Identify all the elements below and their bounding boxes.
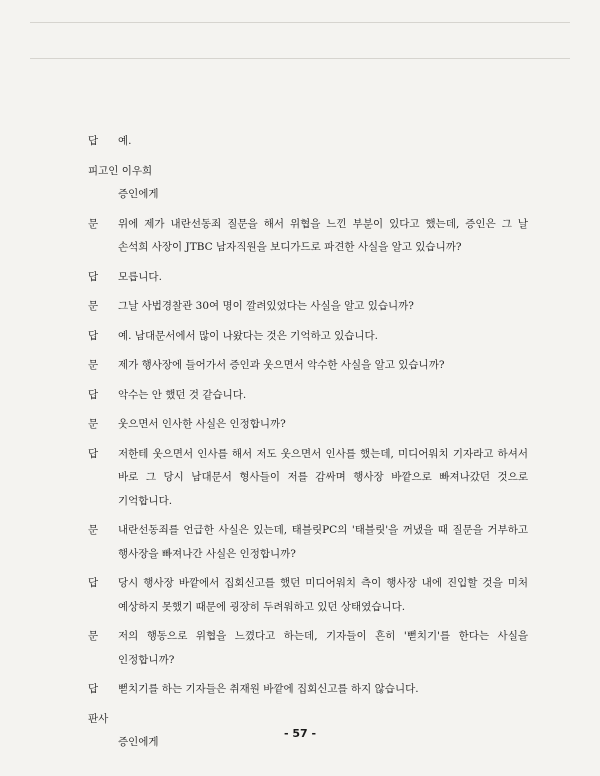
entry-text: 그날 사법경찰관 30여 명이 깔려있었다는 사실을 알고 있습니까? <box>118 300 414 312</box>
speaker-label: 문 <box>88 359 99 371</box>
transcript-entry <box>88 295 528 319</box>
transcript-entry <box>88 625 528 672</box>
entry-text: 당시 행사장 바깥에서 집회신고를 했던 미디어워치 측이 행사장 내에 진입할 것을 미처 예상하지 못했기 때문에 굉장히 두려워하고 있던 상태였습니다. <box>118 577 528 613</box>
speaker-label: 문 <box>88 418 99 430</box>
speaker-label: 답 <box>88 447 99 460</box>
header-rule <box>30 22 570 23</box>
addressee-line: 증인에게 <box>118 188 159 200</box>
transcript-entry <box>88 413 528 437</box>
speaker-label: 문 <box>88 300 99 312</box>
transcript-entry <box>88 213 528 260</box>
speaker-label: 문 <box>88 630 99 642</box>
transcript-entry <box>88 130 528 154</box>
transcript-entry <box>88 519 528 566</box>
entry-text: 저의 행동으로 위협을 느꼈다고 하는데, 기자들이 흔히 '뻗치기'를 한다는 사실을 인정합니까? <box>118 630 528 666</box>
speaker-label: 답 <box>88 135 99 147</box>
transcript-body <box>88 130 528 755</box>
speaker-label: 답 <box>88 388 99 401</box>
speaker-label: 답 <box>88 270 99 283</box>
page-number: - 57 - <box>283 727 317 740</box>
entry-text: 웃으면서 인사한 사실은 인정합니까? <box>118 418 286 430</box>
transcript-entry <box>88 384 528 408</box>
entry-text: 제가 행사장에 들어가서 증인과 웃으면서 악수한 사실을 알고 있습니까? <box>118 359 445 371</box>
speaker-label: 문 <box>88 217 99 230</box>
section-heading: 피고인 이우희 <box>88 164 153 177</box>
addressee-line: 증인에게 <box>118 736 159 748</box>
transcript-entry <box>88 354 528 378</box>
transcript-entry <box>88 572 528 619</box>
entry-text: 모릅니다. <box>118 270 162 283</box>
speaker-label: 답 <box>88 329 99 342</box>
entry-text: 예. <box>118 135 132 147</box>
entry-text: 위에 제가 내란선동죄 질문을 해서 위협을 느낀 부분이 있다고 했는데, 증인은 그 날 손석희 사장이 JTBC 남자직원을 보디가드로 파견한 사실을 알고 있습니까? <box>118 217 528 253</box>
transcript-entry <box>88 443 528 514</box>
speaker-label: 답 <box>88 683 99 695</box>
speaker-label: 답 <box>88 577 99 589</box>
entry-text: 내란선동죄를 언급한 사실은 있는데, 태블릿PC의 '태블릿'을 꺼냈을 때 질문을 거부하고 행사장을 빠져나간 사실은 인정합니까? <box>118 524 528 560</box>
entry-text: 뻗치기를 하는 기자들은 취재원 바깥에 집회신고를 하지 않습니다. <box>118 683 419 695</box>
header-rule <box>30 58 570 59</box>
section-heading: 판사 <box>88 712 109 725</box>
entry-text: 저한테 웃으면서 인사를 해서 저도 웃으면서 인사를 했는데, 미디어워치 기자라고 하셔서 바로 그 당시 남대문서 형사들이 저를 감싸며 행사장 바깥으로 빠져나갔던 것으로 기억합니다. <box>118 447 528 507</box>
transcript-entry <box>88 325 528 349</box>
speaker-label: 문 <box>88 524 99 536</box>
transcript-entry <box>88 266 528 290</box>
entry-text: 예. 남대문서에서 많이 나왔다는 것은 기억하고 있습니다. <box>118 329 378 342</box>
entry-text: 악수는 안 했던 것 같습니다. <box>118 388 247 401</box>
transcript-entry <box>88 678 528 702</box>
